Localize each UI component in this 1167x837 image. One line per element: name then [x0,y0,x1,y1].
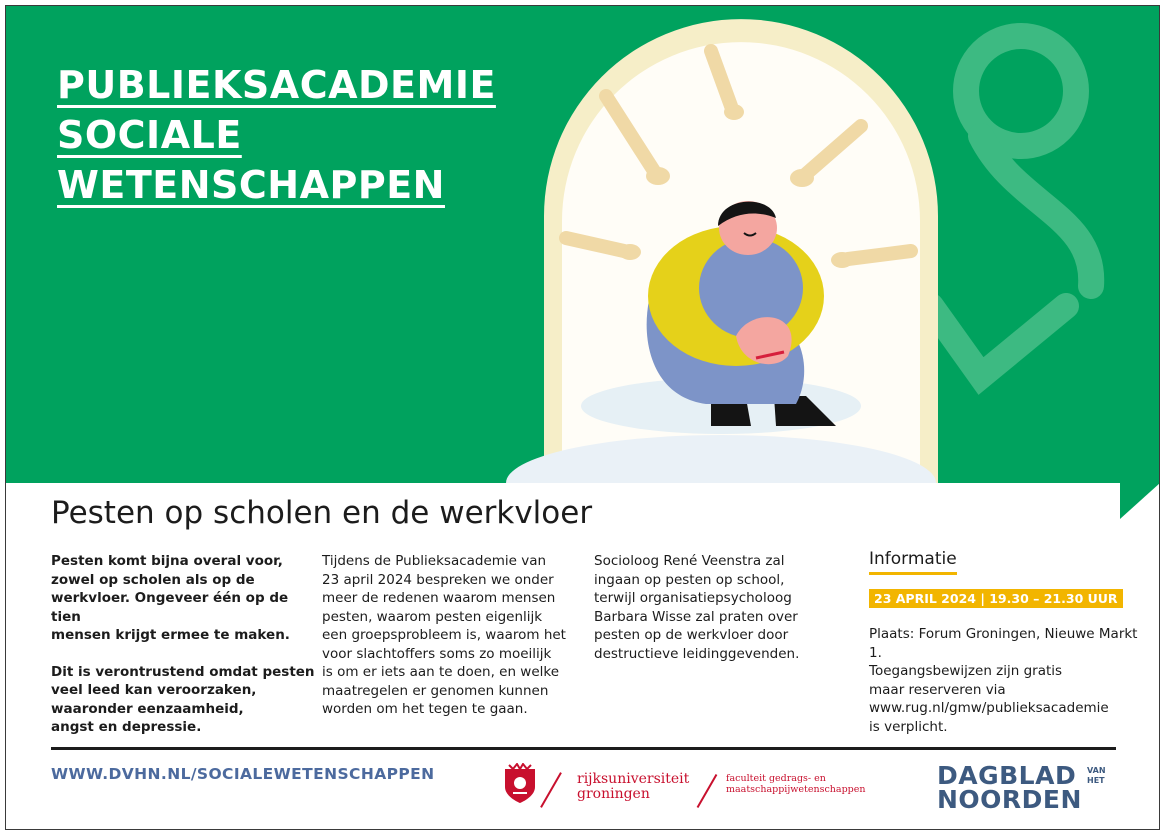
university-name: rijksuniversiteit groningen [577,771,690,802]
footer-divider [51,747,1116,750]
info-heading: Informatie [869,549,957,575]
date-time-badge: 23 APRIL 2024 | 19.30 – 21.30 UUR [869,589,1123,608]
newspaper-small-2: HET [1087,776,1105,785]
intro-column [51,552,316,755]
title-line-2: SOCIALE [57,113,242,157]
program-column [322,552,584,737]
intro-paragraph-1: Pesten komt bijna overal voor, zowel op scholen als op de werkvloer. Ongeveer één op de tien mensen krijgt ermee te maken. [51,553,290,643]
corner-flag [1120,483,1160,521]
newspaper-small-1: VAN [1087,766,1106,775]
event-title [57,63,496,213]
article-headline: Pesten op scholen en de werkvloer [51,495,593,531]
intro-paragraph-2: Dit is verontrustend omdat pesten veel leed kan veroorzaken, waaronder eenzaamheid, angst en depressie. [51,663,315,735]
hero-banner [6,6,1160,483]
dvhn-link[interactable]: WWW.DVHN.NL/SOCIALEWETENSCHAPPEN [51,765,435,783]
faculty-name: faculteit gedrags- en maatschappijwetenschappen [726,773,866,795]
venue-details: Plaats: Forum Groningen, Nieuwe Markt 1. Toegangsbewijzen zijn gratis maar reserveren via www.rug.nl/gmw/publieksacademie is verplicht. [869,626,1138,735]
speakers-paragraph: Socioloog René Veenstra zal ingaan op pesten op school, terwijl organisatiepsycholoog Barbara Wisse zal praten over pesten op de werkvloer door destructieve leidinggevenden. [594,553,800,662]
speakers-column [594,552,858,681]
logo-divider-2 [697,774,718,808]
decorative-lines [931,36,1091,376]
title-line-1: PUBLIEKSACADEMIE [57,63,496,107]
program-paragraph: Tijdens de Publieksacademie van 23 april 2024 bespreken we onder meer de redenen waarom mensen pesten, waarom pesten eigenlijk een groepsprobleem is, waarom het voor slachtoffers soms zo moeilijk is om er iets aan te doen, en welke maatregelen er genomen kunnen worden om het tegen te gaan. [322,553,566,717]
title-line-3: WETENSCHAPPEN [57,163,445,207]
newspaper-word-1: DAGBLAD [937,761,1077,790]
logo-divider-1 [540,772,562,808]
newspaper-word-2: NOORDEN [937,785,1082,814]
rug-seal-icon [503,763,537,805]
